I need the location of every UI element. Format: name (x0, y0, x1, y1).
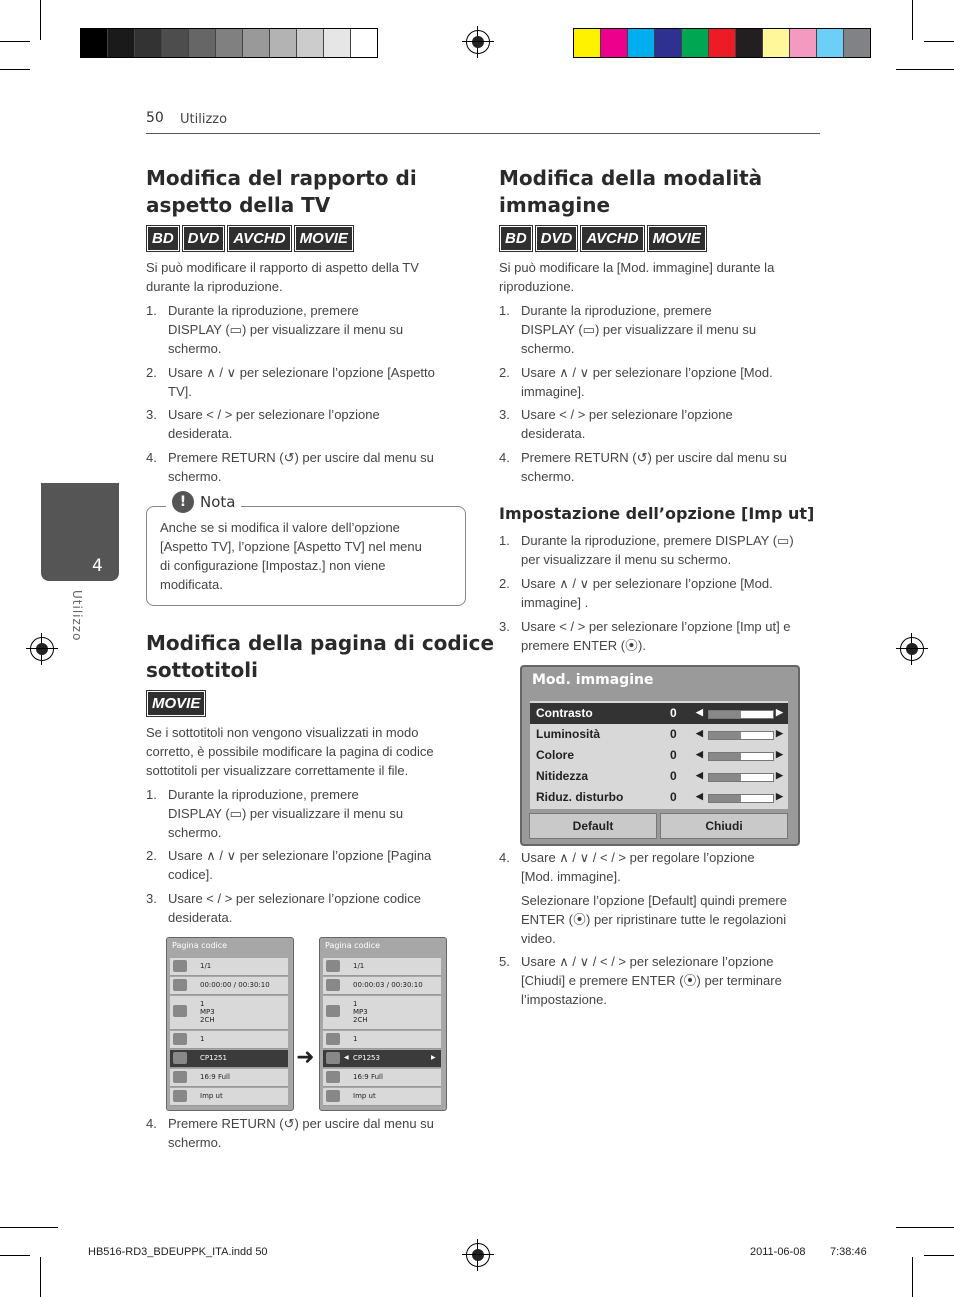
row-value: 00:00:00 / 00:30:10 (200, 981, 270, 989)
text-line: Anche se si modifica il valore dell’opzione (160, 520, 400, 535)
gray-swatch (243, 29, 270, 57)
level-bar (708, 710, 774, 719)
arrow-left-icon[interactable]: ◀ (696, 707, 703, 717)
text-line: desiderata. (168, 910, 233, 925)
registration-target-icon (466, 1243, 490, 1267)
text-line: immagine]. (521, 384, 585, 399)
color-swatch (763, 29, 790, 57)
arrow-right-icon[interactable]: ▶ (776, 707, 783, 717)
section-title-image (499, 165, 762, 219)
codepage-menu-before (166, 937, 294, 1111)
arrow-left-icon: ◀ (344, 1054, 349, 1061)
color-swatch (790, 29, 817, 57)
row-value: 16:9 Full (200, 1073, 230, 1081)
row-value: 1 (200, 1035, 205, 1043)
badge-avchd: AVCHD (228, 226, 290, 251)
text-line: Premere RETURN (↺) per uscire dal menu su (168, 1116, 434, 1131)
text-line: sottotitoli per visualizzare correttamente il file. (146, 763, 409, 778)
badge-dvd: DVD (183, 226, 225, 251)
text-line: [Chiudi] e premere ENTER (⦿) per terminare (521, 973, 782, 988)
arrow-right-icon: ▶ (431, 1054, 436, 1061)
step-number: 1. (146, 303, 157, 318)
text-line: desiderata. (521, 426, 586, 441)
arrow-left-icon[interactable]: ◀ (696, 728, 703, 738)
row-value: CP1251 (200, 1054, 227, 1062)
note-heading (166, 491, 241, 513)
codepage-menu-after (319, 937, 447, 1111)
text-line: Usare ∧ / ∨ per selezionare l’opzione [Aspetto (168, 365, 435, 380)
step-text (168, 363, 468, 401)
text-line: Si può modificare la [Mod. immagine] durante la (499, 260, 775, 275)
menu-row-selected (323, 1050, 441, 1068)
arrow-right-icon[interactable]: ▶ (776, 770, 783, 780)
step-text (521, 531, 821, 569)
setting-value: 0 (670, 769, 677, 783)
running-header: Utilizzo (180, 112, 228, 127)
color-swatch (817, 29, 844, 57)
text-line: ENTER (⦿) per ripristinare tutte le regolazioni (521, 912, 787, 927)
arrow-right-icon[interactable]: ▶ (776, 728, 783, 738)
arrow-left-icon[interactable]: ◀ (696, 770, 703, 780)
text-line: schermo. (168, 825, 222, 840)
aspect-icon (173, 1071, 187, 1083)
crop-mark (896, 1227, 954, 1228)
footer-date: 2011-06-08 (750, 1246, 806, 1258)
text-line: Usare ∧ / ∨ / < / > per selezionare l’opzione (521, 954, 774, 969)
text-line: di configurazione [Impostaz.] non viene (160, 558, 386, 573)
subtitle-icon (173, 1033, 187, 1045)
row-value (200, 1000, 215, 1024)
text-line: 1 (200, 1000, 205, 1008)
menu-row (323, 977, 441, 995)
gray-swatch (189, 29, 216, 57)
level-fill (709, 795, 741, 802)
format-badges (500, 226, 706, 251)
level-fill (709, 774, 741, 781)
row-value: Imp ut (353, 1092, 376, 1100)
level-fill (709, 732, 741, 739)
chapter-icon (173, 960, 187, 972)
setting-row-contrasto[interactable] (530, 703, 788, 724)
step-number: 2. (146, 848, 157, 863)
text-line: immagine] . (521, 595, 589, 610)
step-number: 2. (499, 365, 510, 380)
level-bar (708, 752, 774, 761)
row-value: 1 (353, 1035, 358, 1043)
gray-swatch (351, 29, 377, 57)
footer-filename: HB516-RD3_BDEUPPK_ITA.indd 50 (88, 1246, 268, 1258)
color-swatch (736, 29, 763, 57)
format-badges (147, 691, 205, 716)
gray-swatch (81, 29, 108, 57)
setting-row-luminosita[interactable] (530, 724, 788, 745)
crop-mark (0, 69, 30, 70)
text-line: 1 (353, 1000, 358, 1008)
level-fill (709, 753, 741, 760)
text-line: riproduzione. (499, 279, 575, 294)
text-line: schermo. (521, 469, 575, 484)
text-line: Durante la riproduzione, premere (521, 303, 712, 318)
setting-value: 0 (670, 727, 677, 741)
arrow-left-icon[interactable]: ◀ (696, 791, 703, 801)
setting-label: Nitidezza (536, 769, 589, 783)
step-number: 2. (499, 576, 510, 591)
text-line: corretto, è possibile modificare la pagina di codice (146, 744, 434, 759)
gray-swatch (297, 29, 324, 57)
text-line: Premere RETURN (↺) per uscire dal menu su (521, 450, 787, 465)
step-text (168, 1114, 468, 1152)
step-number: 1. (499, 533, 510, 548)
crop-mark (0, 1255, 30, 1256)
text-line: Usare ∧ / ∨ / < / > per regolare l’opzione (521, 850, 755, 865)
aspect-icon (326, 1071, 340, 1083)
badge-bd: BD (500, 226, 532, 251)
text-line: [Mod. immagine]. (521, 869, 621, 884)
menu-row (170, 996, 288, 1030)
text-line: schermo. (168, 1135, 222, 1150)
menu-row (170, 1031, 288, 1049)
crop-mark (40, 1257, 41, 1297)
chapter-icon (326, 960, 340, 972)
level-fill (709, 711, 741, 718)
arrow-left-icon[interactable]: ◀ (696, 749, 703, 759)
setting-label: Contrasto (536, 706, 593, 720)
menu-row (170, 977, 288, 995)
color-swatch (601, 29, 628, 57)
level-bar (708, 773, 774, 782)
crop-mark (912, 1257, 913, 1297)
format-badges (147, 226, 353, 251)
crop-mark (896, 69, 954, 70)
step-text (521, 952, 821, 1009)
dialog-title: Mod. immagine (532, 672, 654, 688)
row-value: Imp ut (200, 1092, 223, 1100)
text-line: Usare ∧ / ∨ per selezionare l’opzione [Mod. (521, 576, 773, 591)
gray-swatch (162, 29, 189, 57)
text-line: codice]. (168, 867, 213, 882)
arrow-right-icon[interactable]: ▶ (776, 749, 783, 759)
menu-row (323, 1088, 441, 1106)
gray-calibration-strip (80, 28, 378, 58)
text-line: schermo. (521, 341, 575, 356)
spacer (521, 886, 821, 891)
row-value (353, 1000, 368, 1024)
text-line: Durante la riproduzione, premere (168, 303, 359, 318)
arrow-right-icon: ➜ (296, 1045, 315, 1070)
intro-paragraph (146, 258, 419, 296)
intro-paragraph (146, 723, 434, 780)
badge-movie: MOVIE (648, 226, 706, 251)
text-line: per visualizzare il menu su schermo. (521, 552, 732, 567)
badge-movie: MOVIE (295, 226, 353, 251)
text-line: Si può modificare il rapporto di aspetto della TV (146, 260, 419, 275)
row-value: 1/1 (353, 962, 365, 970)
arrow-right-icon[interactable]: ▶ (776, 791, 783, 801)
note-title: Nota (200, 493, 236, 511)
gray-swatch (324, 29, 351, 57)
title-line: Modifica della pagina di codice (146, 631, 495, 655)
header-rule (146, 133, 820, 134)
row-value: CP1253 (353, 1054, 380, 1062)
menu-row (323, 996, 441, 1030)
registration-target-icon (30, 637, 54, 661)
note-text (160, 518, 460, 594)
title-line: sottotitoli (146, 658, 258, 682)
badge-bd: BD (147, 226, 179, 251)
step-text (168, 301, 468, 358)
picture-icon (326, 1090, 340, 1102)
text-line: schermo. (168, 341, 222, 356)
registration-target-icon (466, 30, 490, 54)
exclamation-icon: ! (172, 491, 194, 513)
menu-row (170, 1069, 288, 1087)
menu-row (170, 958, 288, 976)
text-line: Usare ∧ / ∨ per selezionare l’opzione [Pagina (168, 848, 432, 863)
section-title-aspect (146, 165, 417, 219)
color-swatch (844, 29, 870, 57)
menu-row-selected (170, 1050, 288, 1068)
setting-label: Colore (536, 748, 575, 762)
text-line: MP3 (353, 1008, 368, 1016)
menu-title: Pagina codice (172, 941, 228, 950)
text-line: 2CH (353, 1016, 368, 1024)
subsection-title: Impostazione dell’opzione [Imp ut] (499, 504, 815, 523)
crop-mark (0, 1227, 58, 1228)
step-text (521, 848, 821, 948)
intro-paragraph (499, 258, 774, 296)
step-text (521, 448, 821, 486)
subtitle-icon (326, 1033, 340, 1045)
text-line: DISPLAY (▭) per visualizzare il menu su (168, 806, 404, 821)
color-swatch (682, 29, 709, 57)
setting-row-riduz-disturbo[interactable] (530, 787, 788, 808)
color-swatch (709, 29, 736, 57)
text-line: Usare < / > per selezionare l’opzione codice (168, 891, 421, 906)
footer-time: 7:38:46 (830, 1246, 867, 1258)
codepage-icon (173, 1052, 187, 1064)
setting-value: 0 (670, 790, 677, 804)
step-number: 2. (146, 365, 157, 380)
gray-swatch (216, 29, 243, 57)
text-line: TV]. (168, 384, 192, 399)
color-swatch (655, 29, 682, 57)
row-value: 00:00:03 / 00:30:10 (353, 981, 423, 989)
text-line: Se i sottotitoli non vengono visualizzati in modo (146, 725, 419, 740)
step-number: 3. (499, 407, 510, 422)
color-swatch (628, 29, 655, 57)
step-number: 1. (499, 303, 510, 318)
text-line: 2CH (200, 1016, 215, 1024)
step-text (168, 405, 468, 443)
text-line: desiderata. (168, 426, 233, 441)
text-line: Durante la riproduzione, premere DISPLAY (▭) (521, 533, 794, 548)
badge-avchd: AVCHD (581, 226, 643, 251)
step-number: 4. (146, 450, 157, 465)
text-line: premere ENTER (⦿). (521, 638, 646, 653)
step-number: 4. (499, 450, 510, 465)
step-text (168, 785, 468, 842)
title-line: aspetto della TV (146, 193, 331, 217)
step-number: 4. (499, 850, 510, 865)
registration-target-icon (900, 637, 924, 661)
step-number: 3. (146, 891, 157, 906)
text-line: [Aspetto TV], l’opzione [Aspetto TV] nel menu (160, 539, 422, 554)
step-number: 4. (146, 1116, 157, 1131)
page-number: 50 (146, 110, 164, 126)
step-text (521, 301, 821, 358)
title-line: Modifica del rapporto di (146, 166, 417, 190)
row-value: 16:9 Full (353, 1073, 383, 1081)
step-number: 1. (146, 787, 157, 802)
step-number: 3. (499, 619, 510, 634)
text-line: Usare ∧ / ∨ per selezionare l’opzione [Mod. (521, 365, 773, 380)
text-line: Durante la riproduzione, premere (168, 787, 359, 802)
clock-icon (326, 979, 340, 991)
text-line: DISPLAY (▭) per visualizzare il menu su (168, 322, 404, 337)
text-line: schermo. (168, 469, 222, 484)
section-title-subtitle (146, 630, 494, 684)
color-swatch (574, 29, 601, 57)
setting-label: Riduz. disturbo (536, 790, 624, 804)
step-text (521, 363, 821, 401)
text-line: Usare < / > per selezionare l’opzione (521, 407, 733, 422)
text-line: Premere RETURN (↺) per uscire dal menu su (168, 450, 434, 465)
chapter-label: Utilizzo (70, 590, 84, 642)
setting-value: 0 (670, 706, 677, 720)
crop-mark (924, 1255, 954, 1256)
text-line: Usare < / > per selezionare l’opzione (168, 407, 380, 422)
gray-swatch (270, 29, 297, 57)
crop-mark (40, 0, 41, 40)
picture-mode-dialog (520, 665, 800, 846)
step-number: 5. (499, 954, 510, 969)
picture-icon (173, 1090, 187, 1102)
color-calibration-strip (573, 28, 871, 58)
step-text (168, 448, 468, 486)
row-value: 1/1 (200, 962, 212, 970)
menu-row (323, 958, 441, 976)
setting-value: 0 (670, 748, 677, 762)
step-text (521, 574, 821, 612)
chapter-number: 4 (92, 556, 103, 576)
text-line: modificata. (160, 577, 223, 592)
setting-row-colore[interactable] (530, 745, 788, 766)
menu-row (323, 1069, 441, 1087)
setting-row-nitidezza[interactable] (530, 766, 788, 787)
gray-swatch (135, 29, 162, 57)
gray-swatch (108, 29, 135, 57)
menu-title: Pagina codice (325, 941, 381, 950)
menu-row (170, 1088, 288, 1106)
title-line: Modifica della modalità (499, 166, 763, 190)
close-button[interactable]: Chiudi (660, 813, 788, 839)
level-bar (708, 794, 774, 803)
crop-mark (924, 41, 954, 42)
step-text (521, 405, 821, 443)
audio-icon (173, 1005, 187, 1017)
title-line: immagine (499, 193, 611, 217)
setting-label: Luminosità (536, 727, 601, 741)
text-line: DISPLAY (▭) per visualizzare il menu su (521, 322, 757, 337)
text-line: video. (521, 931, 556, 946)
badge-dvd: DVD (536, 226, 578, 251)
text-line: MP3 (200, 1008, 215, 1016)
default-button[interactable]: Default (529, 813, 657, 839)
menu-row (323, 1031, 441, 1049)
audio-icon (326, 1005, 340, 1017)
crop-mark (0, 41, 30, 42)
codepage-icon (326, 1052, 340, 1064)
badge-movie: MOVIE (147, 691, 205, 716)
step-text (168, 846, 468, 884)
step-text (521, 617, 821, 655)
settings-panel (530, 701, 788, 809)
level-bar (708, 731, 774, 740)
step-text (168, 889, 468, 927)
text-line: Selezionare l’opzione [Default] quindi premere (521, 893, 787, 908)
text-line: Usare < / > per selezionare l’opzione [Imp ut] e (521, 619, 791, 634)
text-line: durante la riproduzione. (146, 279, 283, 294)
text-line: l’impostazione. (521, 992, 607, 1007)
crop-mark (912, 0, 913, 40)
chapter-tab (41, 483, 119, 581)
step-number: 3. (146, 407, 157, 422)
clock-icon (173, 979, 187, 991)
